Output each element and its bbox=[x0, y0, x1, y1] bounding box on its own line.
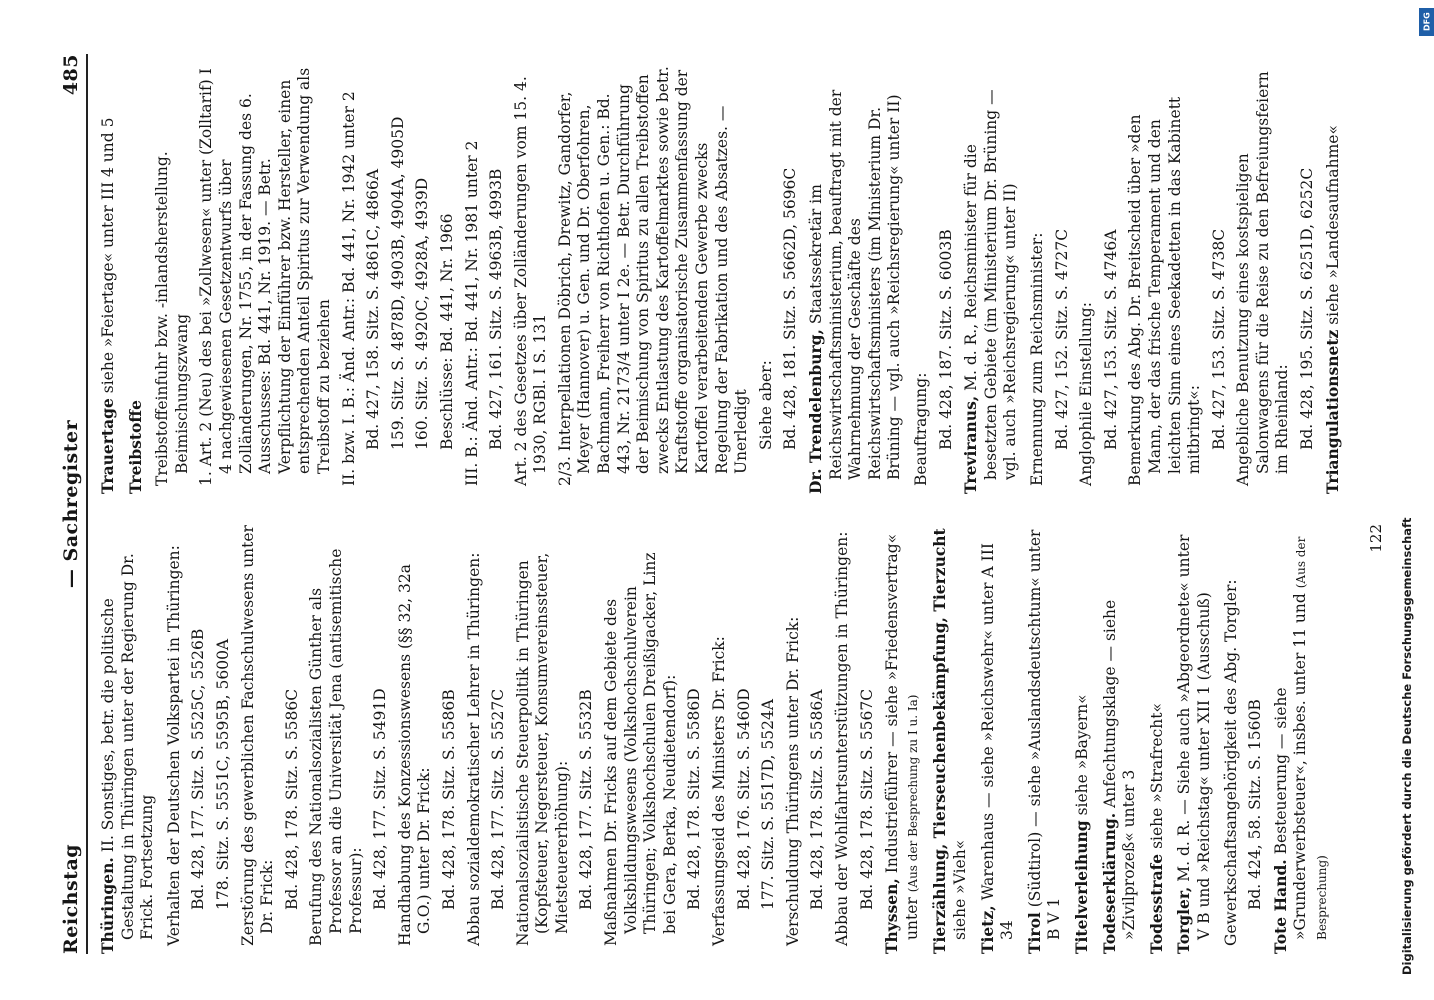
sub-entry: Verhalten der Deutschen Volkspartei in Thüringen: bbox=[164, 545, 183, 946]
reference-line: Bd. 428, 178. Sitz. S. 5586A bbox=[808, 689, 827, 910]
reference-line: Bd. 427, 152. Sitz. S. 4727C bbox=[1052, 228, 1071, 450]
signature-mark: 122 bbox=[1367, 524, 1385, 553]
index-entry bbox=[806, 64, 905, 494]
entry-keyword: Tirol bbox=[1024, 912, 1044, 954]
reference-line: Bd. 428, 176. Sitz. S. 5460D bbox=[734, 688, 753, 910]
reference-line: Bd. 428, 177. Sitz. S. 5532B bbox=[577, 689, 596, 910]
sub-entry: Maßnahmen Dr. Fricks auf dem Gebiete des Volksbildungswesens (Volkshochschulverein Thüringen; Volkshochschulen Dreißigacker, Linz bei Gera, Berka, Neudietendorf): bbox=[602, 552, 679, 946]
sub-entry: Art. 2 des Gesetzes über Zolländerungen vom 15. 4. 1930, RGBl. I S. 131 bbox=[511, 76, 550, 486]
reference-line: Bd. 428, 178. Sitz. S. 5567C bbox=[857, 688, 876, 910]
sub-entry: Nationalsozialistische Steuerpolitik in Thüringen (Kopfsteuer, Negersteuer, Konsumvereinssteuer, Mietsteuererhöhung): bbox=[513, 552, 571, 946]
reference-line: Bd. 427, 153. Sitz. S. 4738C bbox=[1209, 228, 1228, 450]
entry-text: siehe »Vieh« bbox=[950, 839, 969, 940]
index-entry bbox=[98, 524, 158, 954]
dfg-logo-text: DFG bbox=[1422, 12, 1432, 32]
reference-line: Bd. 427, 158. Sitz. S. 4861C, 4866A bbox=[364, 168, 383, 450]
entry-keyword: Tote Hand. bbox=[1270, 859, 1290, 954]
reference-line: Bd. 428, 178. Sitz. S. 5586D bbox=[685, 688, 704, 910]
left-column bbox=[98, 524, 1339, 954]
entry-keyword: Tietz, bbox=[977, 905, 997, 954]
entry-keyword: Torgler, bbox=[1174, 886, 1194, 954]
entry-text: II. Sonstiges, betr. die politische Gestaltung in Thüringen unter der Regierung Dr. Frick. Fortsetzung bbox=[99, 553, 157, 940]
index-entry bbox=[98, 64, 119, 494]
entry-keyword: Titelverleihung bbox=[1071, 820, 1091, 954]
sub-entry: Verfassungseid des Ministers Dr. Frick: bbox=[710, 636, 729, 946]
entry-keyword: Tierzählung, Tierseuchenbekämpfung, Tierzucht bbox=[930, 528, 950, 954]
reference-line: Bd. 428, 187. Sitz. S. 6003B bbox=[936, 229, 955, 450]
entry-keyword: Dr. Trendelenburg, bbox=[806, 329, 825, 494]
reference-line: Beschlüsse: Bd. 441, Nr. 1966 bbox=[437, 213, 456, 450]
reference-line: Bd. 427, 161. Sitz. S. 4963B, 4993B bbox=[487, 168, 506, 450]
index-entry bbox=[930, 524, 970, 954]
reference-line: Bd. 427, 153. Sitz. S. 4746A bbox=[1101, 229, 1120, 450]
sub-entry: Anglophile Einstellung: bbox=[1077, 302, 1096, 486]
sub-entry: Beauftragung: bbox=[911, 372, 930, 486]
entry-keyword: Thüringen. bbox=[98, 857, 117, 954]
entry-text: siehe »Feiertage« unter III 4 und 5 bbox=[99, 117, 117, 399]
page-number: 485 bbox=[60, 54, 82, 96]
sub-entry: Angebliche Benutzung eines kostspieligen Salonwagens für die Reise zu den Befreiungsfeiern im Rheinland: bbox=[1234, 71, 1292, 486]
entry-text: Industrieführer — siehe »Friedensvertrag« unter bbox=[883, 533, 921, 940]
sub-entry: 1. Art. 2 (Neu) des bei »Zollwesen« unter (Zolltarif) I 4 nachgewiesenen Gesetzentwurfs über Zolländerungen, Nr. 1755, in der Fassung des 6. Ausschusses: Bd. 441, Nr. 1919. — Betr. Verpflichtung der Einführer bzw. Hersteller, einen entsprechenden Anteil Spiritus zur Verwendung als Treibstoff zu beziehen bbox=[197, 67, 333, 486]
digitization-note: Digitalisierung gefördert durch die Deutsche Forschungsgemeinschaft bbox=[1400, 517, 1414, 975]
entry-text: M. d. R., Reichsminister für die besetzten Gebiete (im Ministerium Dr. Brüning — vgl. auch »Reichsregierung« unter II) bbox=[962, 89, 1020, 480]
sub-entry: Abbau sozialdemokratischer Lehrer in Thüringen: bbox=[464, 552, 483, 946]
sub-entry: Gewerkschaftsangehörigkeit des Abg. Torgler: bbox=[1221, 579, 1240, 946]
entry-text: (Südtirol) — siehe »Auslandsdeutschtum« unter B V 1 bbox=[1025, 529, 1064, 940]
entry-text: siehe »Bayern« bbox=[1072, 694, 1091, 821]
header-center: — Sachregister bbox=[60, 419, 82, 589]
entry-keyword: Trauertage bbox=[98, 398, 117, 494]
index-entry bbox=[1323, 64, 1344, 494]
index-entry bbox=[1147, 524, 1168, 954]
sub-entry: Ernennung zum Reichsminister: bbox=[1027, 232, 1046, 486]
reference-line: Siehe aber: bbox=[756, 360, 775, 450]
reference-line: Bd. 428, 195. Sitz. S. 6251D, 6252C bbox=[1298, 167, 1317, 450]
sub-entry: 2/3. Interpellationen Döbrich, Drewitz, Gandorfer, Meyer (Hannover) u. Gen. und Dr. Oberfohren, Bachmann, Freiherr von Richthofen u. Gen.: Bd. 443, Nr. 2173/4 unter I 2e. — Betr. Durchführung der Beimischung von Spiritus zu allen Treibstoffen zwecks Entlastung des Kartoffelmarktes sowie betr. Kraftstoffe organisatorische Zusammenfassung der Kartoffel verarbeitenden Gewerbe zwecks Regelung der Fabrikation und des Absatzes. — Unerledigt bbox=[555, 66, 751, 486]
reference-line: Bd. 428, 177. Sitz. S. 5491D bbox=[371, 688, 390, 910]
index-entry bbox=[1100, 524, 1140, 954]
index-entry bbox=[882, 524, 923, 954]
entry-note: (Aus der Besprechung) bbox=[1294, 536, 1329, 940]
entry-keyword: Todesstrafe bbox=[1146, 853, 1166, 954]
entry-keyword: Todeserklärung. bbox=[1099, 812, 1119, 954]
reference-line: Bd. 428, 178. Sitz. S. 5586B bbox=[439, 689, 458, 910]
entry-text: siehe »Strafrecht« bbox=[1147, 703, 1166, 854]
reference-line: Bd. 428, 177. Sitz. S. 5525C, 5526B bbox=[189, 628, 208, 910]
sub-entry: II. bzw. I. B.: Änd. Antr.: Bd. 441, Nr. 1942 unter 2 bbox=[339, 91, 358, 486]
header-rule bbox=[86, 54, 88, 954]
rotated-page bbox=[42, 54, 1412, 954]
reference-line: 178. Sitz. S. 5551C, 5595B, 5600A bbox=[213, 638, 232, 910]
entry-keyword: Treviranus, bbox=[961, 395, 981, 494]
sub-entry: Verschuldung Thüringens unter Dr. Frick: bbox=[783, 616, 802, 946]
entry-keyword: Triangulationsnetz bbox=[1322, 329, 1342, 494]
entry-text: Besteuerung — siehe »Grunderwerbsteuer«, insbes. unter 11 und bbox=[1271, 588, 1310, 940]
header-left: Reichstag bbox=[60, 843, 82, 954]
index-entry bbox=[978, 524, 1018, 954]
entry-keyword: Thyssen, bbox=[882, 878, 902, 954]
entry-text: Anfechtungsklage — siehe »Zivilprozeß« unter 3 bbox=[1100, 599, 1139, 940]
entry-text: Staatssekretär im Reichswirtschaftsministerium, beauftragt mit der Wahrnehmung der Geschäfte des Reichswirtschaftsministers (im Ministerium Dr. Brüning — vgl. auch »Reichsregierung« unter II) bbox=[807, 89, 904, 480]
index-entry bbox=[1271, 524, 1333, 954]
reference-line: 177. Sitz. S. 5517D, 5524A bbox=[759, 699, 778, 910]
reference-line: Bd. 428, 178. Sitz. S. 5586C bbox=[282, 688, 301, 910]
sub-entry: Berufung des Nationalsozialisten Günther als Professor an die Universität Jena (antisemitische Professur): bbox=[307, 548, 365, 946]
entry-note: (Aus der Besprechung zu I u. Ia) bbox=[905, 694, 920, 893]
sub-entry: Abbau der Wohlfahrtsunterstützungen in Thüringen: bbox=[833, 531, 851, 946]
index-entry bbox=[126, 64, 147, 494]
entry-text: Warenhaus — siehe »Reichswehr« unter A III 34 bbox=[978, 543, 1017, 940]
reference-line: Bd. 428, 177. Sitz. S. 5527C bbox=[489, 688, 508, 910]
sub-entry: Treibstoffeinfuhr bzw. -inlandsherstellung. Beimischungszwang bbox=[153, 151, 191, 486]
entry-text: M. d. R. — Siehe auch »Abgeordnete« unter V B und »Reichstag« unter XII 1 (Ausschuß) bbox=[1175, 534, 1213, 940]
sub-entry: III. B.: Änd. Antr.: Bd. 441, Nr. 1981 unter 2 bbox=[462, 140, 481, 486]
page-header bbox=[42, 54, 82, 954]
sub-entry: Zerstörung des gewerblichen Fachschulwesens unter Dr. Frick: bbox=[238, 525, 277, 946]
right-column bbox=[98, 64, 1350, 494]
entry-text: siehe »Landesaufnahme« bbox=[1323, 125, 1342, 330]
reference-line: 160. Sitz. S. 4920C, 4928A, 4939D bbox=[413, 177, 432, 450]
index-entry bbox=[1072, 524, 1093, 954]
index-entry bbox=[1025, 524, 1065, 954]
sub-entry: Handhabung des Konzessionswesens (§§ 32, 32a G.O.) unter Dr. Frick: bbox=[395, 564, 434, 946]
reference-line: Bd. 424, 58. Sitz. S. 1560B bbox=[1246, 699, 1265, 910]
sub-entry: Bemerkung des Abg. Dr. Breitscheid über »den Mann, der das frische Temperament und den leichten Sinn eines Seekadetten in das Kabinett mitbringt«: bbox=[1126, 96, 1204, 486]
reference-line: 159. Sitz. S. 4878D, 4903B, 4904A, 4905D bbox=[388, 116, 407, 450]
index-entry bbox=[961, 64, 1021, 494]
reference-line: Bd. 428, 181. Sitz. S. 5662D, 5696C bbox=[781, 167, 800, 450]
entry-keyword: Treibstoffe bbox=[125, 400, 145, 494]
index-entry bbox=[1174, 524, 1214, 954]
